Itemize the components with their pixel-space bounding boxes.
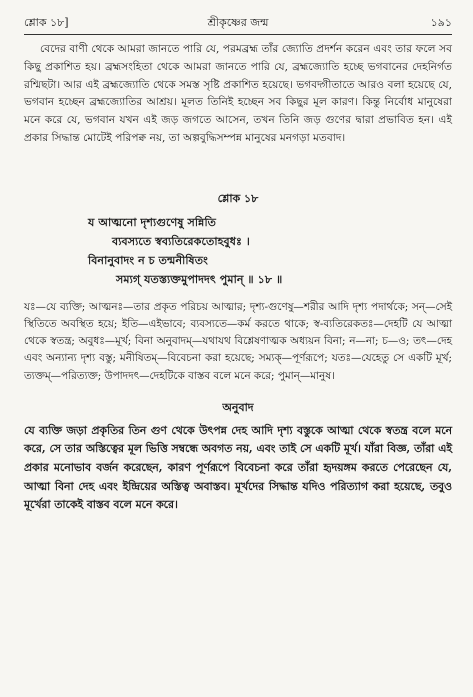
translation-text: যে ব্যক্তি জড়া প্রকৃতির তিন গুণ থেকে উৎপন্ন দেহ আদি দৃশ্য বস্তুকে আত্মা থেকে স্বতন্ত্র বলে মনে করে, সে তার অস্তিত্বের মূল ভিত্তি সম্বন্ধে অবগত নয়, এবং তাই সে একটি মূর্খ। যাঁরা বিজ্ঞ, তাঁরা এই প্রকার মনোভাব বর্জন করেছেন, কারণ পূর্ণরূপে বিবেচনা করে তাঁরা হৃদয়ঙ্গম করতে পেরেছেন যে, আত্মা বিনা দেহ এবং ইন্দ্রিয়ের অস্তিত্ব অবাস্তব। মূর্খদের সিদ্ধান্ত যদিও পরিত্যাগ করা হয়েছে, তবুও মূর্খেরা তাকেই বাস্তব বলে মনে করে। [24,423,452,512]
translation-title: অনুবাদ [222,400,254,414]
verse-line: য আত্মনো দৃশ্যগুণেষু সন্নিতি [88,214,217,229]
verse-line: সম্যগ্ যতস্ত্যক্তমুপাদদৎ পুমান্ ॥ ১৮ ॥ [116,271,283,286]
sanskrit-verse [24,213,452,289]
word-for-word-synonyms: যঃ—যে ব্যক্তি; আত্মনঃ—তার প্রকৃত পরিচয় আত্মার; দৃশ্য-গুণেষু—শরীর আদি দৃশ্য পদার্থকে; সন্—সেই স্থিতিতে অবস্থিত হয়ে; ইতি—এইভাবে; ব্যবস্যতে—কর্ম করতে থাকে; স্ব-ব্যতিরেকতঃ—দেহটি যে আত্মা থেকে স্বতন্ত্র; অবুধঃ—মূর্খ; বিনা অনুবাদম্—যথাযথ বিশ্লেষণাত্মক অধ্যয়ন বিনা; ন—না; চ—ও; তৎ—দেহ এবং অন্যান্য দৃশ্য বস্তু; মনীষিতম্—বিবেচনা করা হয়েছে; সম্যক্—পূর্ণরূপে; যতঃ—যেহেতু সে একটি মূর্খ; ত্যক্তম্—পরিত্যক্ত; উপাদদৎ—দেহটিকে বাস্তব বলে মনে করে; পুমান্—মানুষ। [24,300,452,382]
header-rule [24,34,452,35]
purport-paragraph: বেদের বাণী থেকে আমরা জানতে পারি যে, পরমব্রহ্ম তাঁর জ্যোতি প্রদর্শন করেন এবং তার ফলে সব কিছু প্রকাশিত হয়। ব্রহ্মসংহিতা থেকে আমরা জানতে পারি যে, ব্রহ্মজ্যোতি হচ্ছে ভগবানের দেহনির্গত রশ্মিছটা। আর এই ব্রহ্মজ্যোতি থেকে সমস্ত সৃষ্টি প্রকাশিত হয়েছে। ভগবদ্গীতাতে আরও বলা হয়েছে যে, ভগবান হচ্ছেন ব্রহ্মজ্যোতির আশ্রয়। মূলত তিনিই হচ্ছেন সব কিছুর মূল কারণ। কিন্তু নির্বোধ মানুষেরা মনে করে যে, ভগবান যখন এই জড় জগতে আসেন, তখন তিনি জড় গুণের দ্বারা প্রভাবিত হন। এই প্রকার সিদ্ধান্ত মোটেই পরিপক্ব নয়, তা অল্পবুদ্ধিসম্পন্ন মানুষের মনগড়া মতবাদ। [24,43,452,144]
header-chapter-title: শ্রীকৃষ্ণের জন্ম [207,16,269,29]
page-number: ১৯১ [430,16,452,29]
running-header [24,14,452,34]
verse-line: বিনানুবাদং ন চ তন্মনীষিতং [88,252,208,267]
verse-line: ব্যবস্যতে স্বব্যতিরেকতোহবুধঃ । [112,233,250,248]
page [24,14,452,515]
header-verse-number: শ্লোক ১৮] [24,16,69,29]
verse-title: শ্লোক ১৮ [217,191,259,205]
